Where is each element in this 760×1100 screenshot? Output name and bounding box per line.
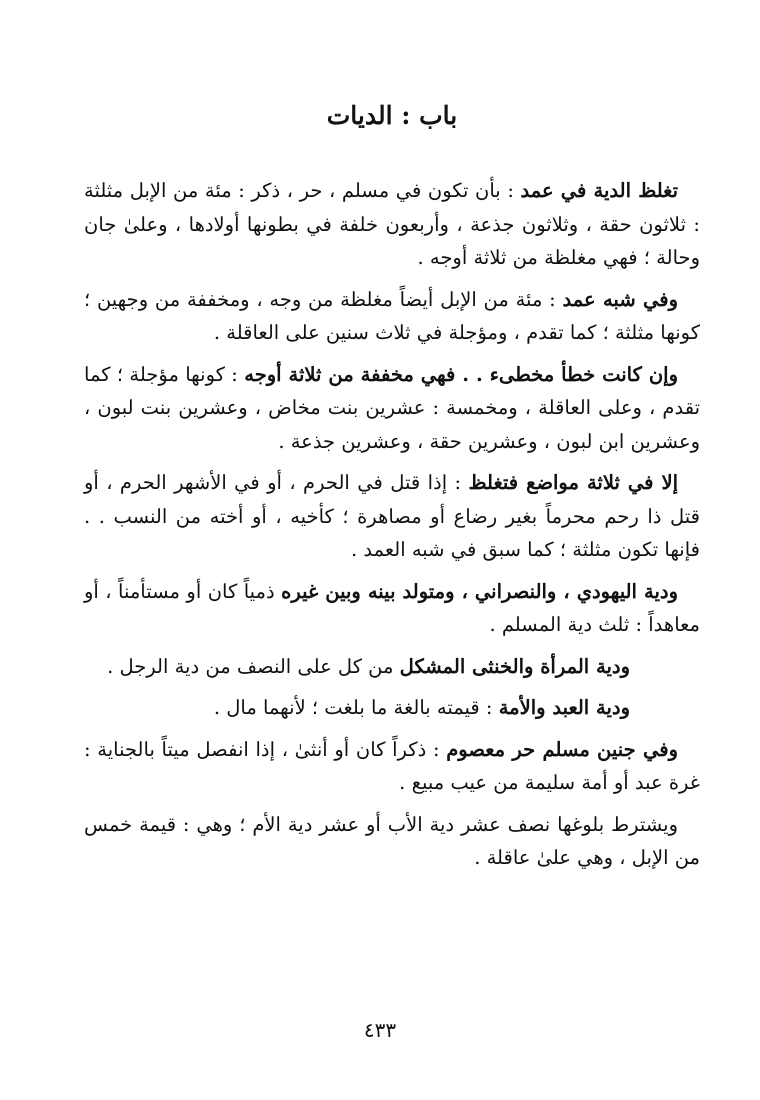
paragraph-4 [84, 466, 700, 567]
paragraph-8-text: : ذكراً كان أو أنثىٰ ، إذا انفصل ميتاً بالجناية : غرة عبد أو أمة سليمة من عيب مبيع . [84, 737, 700, 794]
paragraph-2 [84, 283, 700, 350]
paragraph-6-text: من كل على النصف من دية الرجل . [107, 654, 400, 678]
paragraph-8 [84, 733, 700, 800]
page-body [84, 98, 700, 883]
paragraph-1-lead: تغلظ الدية في عمد [520, 179, 678, 202]
paragraph-7 [84, 691, 700, 725]
paragraph-5-text: ذمياً كان أو مستأمناً ، أو معاهداً : ثلث دية المسلم . [84, 579, 700, 636]
paragraph-7-lead: ودية العبد والأمة [498, 696, 630, 719]
paragraph-7-text: : قيمته بالغة ما بلغت ؛ لأنهما مال . [213, 696, 499, 719]
paragraph-1-text: : بأن تكون في مسلم ، حر ، ذكر : مئة من الإبل مثلثة : ثلاثون حقة ، وثلاثون جذعة ، وأربعون خلفة في بطونها أولادها ، وعلىٰ جان وحالة ؛ فهي مغلظة من ثلاثة أوجه . [84, 179, 700, 269]
paragraph-3-text: : كونها مؤجلة ؛ كما تقدم ، وعلى العاقلة ، ومخمسة : عشرين بنت مخاض ، وعشرين بنت لبون ، وعشرين ابن لبون ، وعشرين حقة ، وعشرين جذعة . [84, 362, 700, 453]
paragraph-3-lead: وإن كانت خطأ مخطىء . . فهي مخففة من ثلاثة أوجه [244, 362, 678, 386]
paragraph-6 [84, 650, 700, 684]
paragraph-9-text: ويشترط بلوغها نصف عشر دية الأب أو عشر دية الأم ؛ وهي : قيمة خمس من الإبل ، وهي علىٰ عاقلة . [84, 812, 700, 869]
paragraph-4-text: : إذا قتل في الحرم ، أو في الأشهر الحرم ، أو قتل ذا رحم محرماً بغير رضاع أو مصاهرة ؛ كأخيه ، أو أخته من النسب . . فإنها تكون مثلثة ؛ كما سبق في شبه العمد . [84, 471, 700, 561]
chapter-title: باب : الديات [326, 101, 458, 130]
paragraph-4-lead: إلا في ثلاثة مواضع فتغلظ [468, 471, 678, 494]
paragraph-8-lead: وفي جنين مسلم حر معصوم [446, 737, 679, 761]
paragraph-9 [84, 808, 700, 875]
paragraph-5-lead: ودية اليهودي ، والنصراني ، ومتولد بينه وبين غيره [281, 579, 678, 603]
paragraph-3 [84, 358, 700, 459]
paragraph-5 [84, 575, 700, 642]
page-number: ٤٣٣ [363, 1018, 397, 1042]
paragraph-6-lead: ودية المرأة والخنثى المشكل [399, 654, 630, 678]
paragraph-1 [84, 174, 700, 275]
paragraph-2-text: : مئة من الإبل أيضاً مغلظة من وجه ، ومخففة من وجهين ؛ كونها مثلثة ؛ كما تقدم ، ومؤجلة في ثلاث سنين على العاقلة . [84, 287, 700, 344]
paragraph-2-lead: وفي شبه عمد [562, 287, 678, 311]
